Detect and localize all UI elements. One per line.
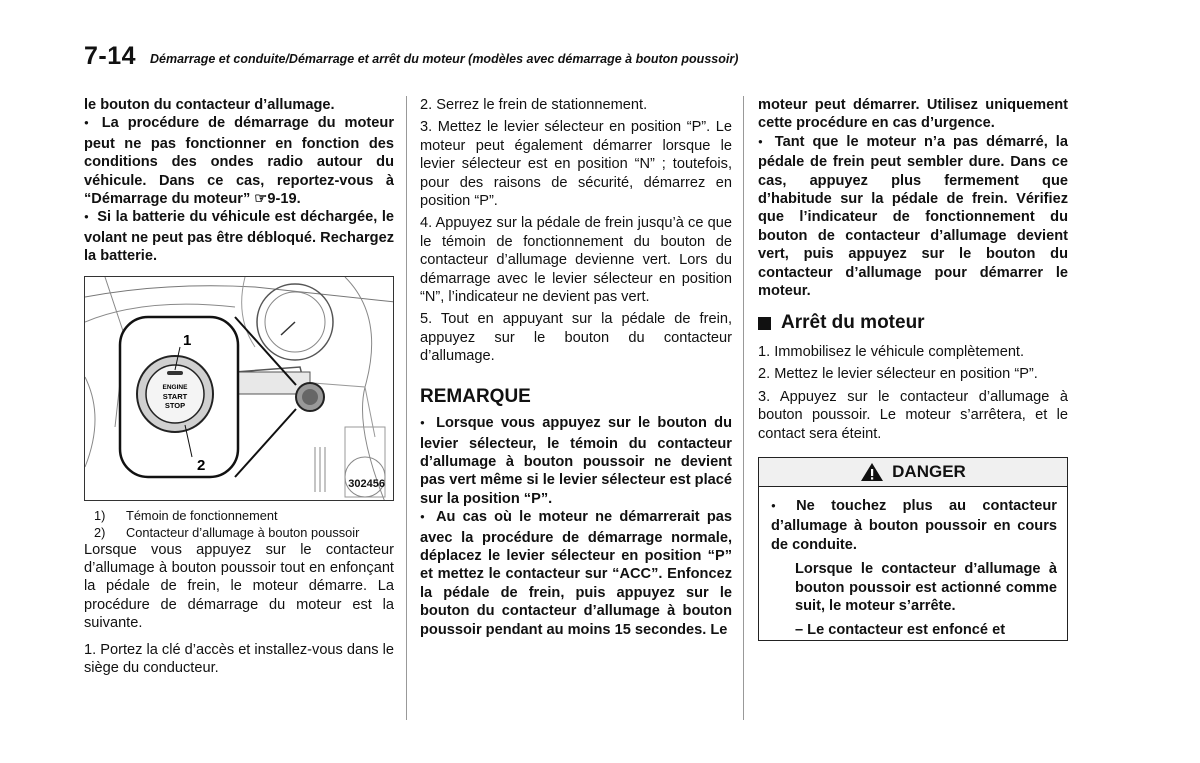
step-1: 1. Portez la clé d’accès et installez-vous dans le siège du conducteur.	[84, 641, 394, 677]
stop-step-2: 2. Mettez le levier sélecteur en position “P”.	[758, 366, 1038, 383]
remarque-heading: REMARQUE	[420, 385, 531, 407]
chapter-title: Démarrage et conduite/Démarrage et arrêt du moteur (modèles avec démarrage à bouton poussoir)	[150, 52, 739, 66]
bullet-text: Au cas où le moteur ne démarrerait pas avec la procédure de démarrage normale, déplacez le levier sélecteur en position “P” et mettez le contacteur sur “ACC”. Enfoncez la pédale de frein, puis appuyez sur le bouton du contacteur d’allumage à bouton poussoir pendant au moins 15 secondes. Le	[420, 509, 732, 638]
danger-header	[759, 458, 1067, 487]
caption-number: 1)	[94, 507, 106, 523]
column-left	[84, 96, 394, 678]
column-right	[758, 96, 1068, 641]
stop-step-1: 1. Immobilisez le véhicule complètement.	[758, 343, 1025, 360]
bullet-text: Ne touchez plus au contacteur d’allumage à bouton poussoir en cours de conduite.	[771, 497, 1057, 553]
danger-box	[758, 457, 1068, 641]
bullet-text: Tant que le moteur n’a pas démarré, la pédale de frein peut sembler dure. Dans ce cas, appuyez plus fermement que d’habitude sur la pédale de frein. Vérifiez que l’indicateur de fonctionnement du bouton de contacteur d’allumage devient vert, puis appuyez sur le bouton du contacteur d’allumage pour démarrer le moteur.	[758, 133, 1068, 300]
start-procedure-paragraph: Lorsque vous appuyez sur le contacteur d’allumage à bouton poussoir tout en enfonçant la pédale de frein, le moteur démarre. La procédure de démarrage du moteur est la suivante.	[84, 541, 394, 632]
step-5: 5. Tout en appuyant sur la pédale de frein, appuyez sur le bouton du contacteur d’allumage.	[420, 311, 732, 365]
section-title: Arrêt du moteur	[781, 312, 925, 334]
caption-row	[84, 507, 394, 524]
section-square-icon	[758, 317, 771, 330]
bullet-text: Lorsque vous appuyez sur le bouton du levier sélecteur, le témoin du contacteur d’allumage à bouton poussoir ne devient pas vert même si le levier sélecteur est placé sur la position “P”.	[420, 415, 732, 507]
brake-pedal-bullet	[758, 133, 1068, 301]
bullet-text: La procédure de démarrage du moteur peut ne pas fonctionner en fonction des conditions des ondes radio autour du véhicule. Dans ce cas, reportez-vous à “Démarrage du moteur” ☞9-19.	[84, 115, 394, 208]
note-bullet-battery	[84, 208, 394, 265]
caption-number: 2)	[94, 524, 106, 540]
step-4: 4. Appuyez sur la pédale de frein jusqu’à ce que le témoin de fonctionnement du bouton de contacteur d’allumage devienne vert. Lors du démarrage avec le levier sélecteur en position “N”, l’indicateur ne devient pas vert.	[420, 215, 732, 306]
button-text-engine: ENGINE	[162, 383, 188, 391]
stop-step-3: 3. Appuyez sur le contacteur d’allumage à bouton poussoir. Le moteur s’arrêtera, et le contact sera éteint.	[758, 388, 1068, 442]
step-3: 3. Mettez le levier sélecteur en position “P”. Le moteur peut également démarrer lorsque le levier sélecteur est en position “N” ; toutefois, pour des raisons de sécurité, démarrez en position “P”.	[420, 119, 732, 210]
button-text-start: START	[162, 391, 188, 401]
caption-row	[84, 524, 394, 541]
callout-number-1: 1	[183, 331, 192, 349]
figure-caption	[84, 507, 394, 541]
intro-text: le bouton du contacteur d’allumage.	[84, 97, 335, 113]
warning-triangle-icon	[860, 462, 884, 482]
button-text-stop: STOP	[164, 400, 186, 410]
column-divider	[743, 96, 744, 720]
dashboard-illustration	[85, 277, 394, 501]
page-header	[84, 44, 1068, 72]
ignition-button-figure	[84, 276, 394, 501]
status-indicator-led	[167, 371, 183, 375]
column-divider	[406, 96, 407, 720]
danger-content	[759, 487, 1067, 640]
figure-code: 302456	[348, 478, 385, 491]
note-bullet-radio	[84, 114, 394, 208]
caption-text: Témoin de fonctionnement	[126, 507, 278, 523]
callout-number-2: 2	[197, 456, 206, 474]
section-heading-stop-engine	[758, 314, 1068, 332]
remarque-continuation: moteur peut démarrer. Utilisez uniquement cette procédure en cas d’urgence.	[758, 97, 1068, 132]
step-2: 2. Serrez le frein de stationnement.	[420, 97, 648, 113]
column-middle	[420, 96, 732, 639]
danger-label: DANGER	[892, 461, 966, 481]
danger-bullet	[771, 497, 1057, 554]
danger-dash-item: – Le contacteur est enfoncé et	[795, 622, 1006, 639]
caption-text: Contacteur d’allumage à bouton poussoir	[126, 524, 360, 540]
page-number: 7-14	[84, 42, 137, 70]
danger-paragraph: Lorsque le contacteur d’allumage à bouton poussoir est actionné comme suit, le moteur s’arrête.	[795, 561, 1057, 614]
remarque-bullet-1	[420, 414, 732, 508]
bullet-text: Si la batterie du véhicule est déchargée, le volant ne peut pas être débloqué. Rechargez la batterie.	[84, 209, 394, 265]
remarque-bullet-2	[420, 508, 732, 639]
